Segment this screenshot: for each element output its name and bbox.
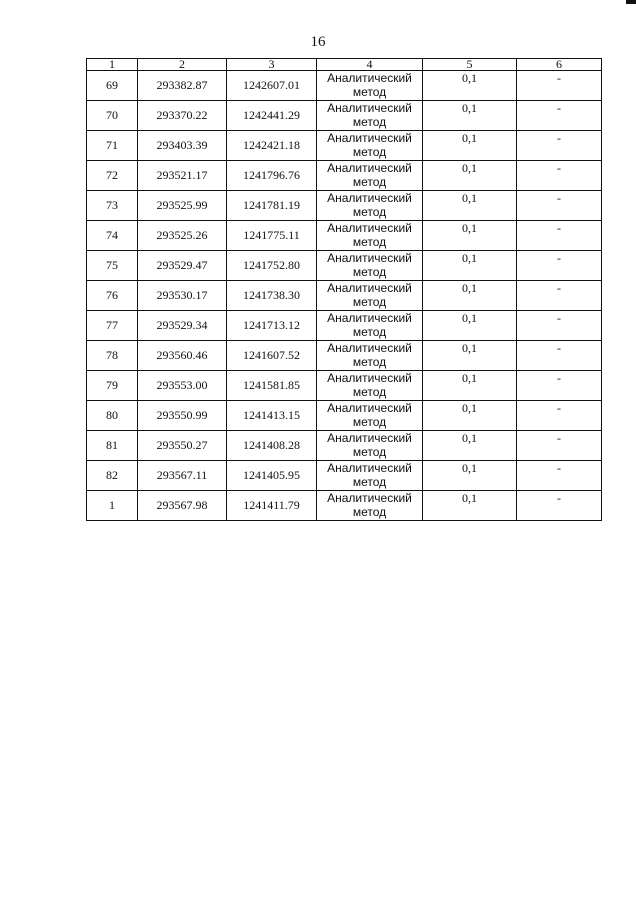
method-cell <box>317 341 423 371</box>
method-line-2: метод <box>352 295 387 309</box>
x-coordinate-cell: 293403.39 <box>138 131 227 161</box>
method-cell <box>317 101 423 131</box>
note-cell: - <box>517 491 602 521</box>
note-cell: - <box>517 371 602 401</box>
method-line-2: метод <box>352 175 387 189</box>
method-line-2: метод <box>352 415 387 429</box>
method-line-2: метод <box>352 145 387 159</box>
y-coordinate-cell: 1241752.80 <box>227 251 317 281</box>
x-coordinate-cell: 293370.22 <box>138 101 227 131</box>
x-coordinate-cell: 293529.34 <box>138 311 227 341</box>
accuracy-cell: 0,1 <box>423 311 517 341</box>
method-line-1: Аналитический <box>327 401 412 415</box>
y-coordinate-cell: 1241775.11 <box>227 221 317 251</box>
note-cell: - <box>517 131 602 161</box>
accuracy-cell: 0,1 <box>423 131 517 161</box>
table-row <box>87 191 602 221</box>
note-cell: - <box>517 341 602 371</box>
method-line-2: метод <box>352 475 387 489</box>
method-line-1: Аналитический <box>327 311 412 325</box>
y-coordinate-cell: 1241781.19 <box>227 191 317 221</box>
method-line-1: Аналитический <box>327 461 412 475</box>
method-line-2: метод <box>352 325 387 339</box>
point-number-cell: 1 <box>87 491 138 521</box>
y-coordinate-cell: 1241796.76 <box>227 161 317 191</box>
note-cell: - <box>517 71 602 101</box>
y-coordinate-cell: 1241738.30 <box>227 281 317 311</box>
accuracy-cell: 0,1 <box>423 71 517 101</box>
header-cell-2: 2 <box>138 59 227 71</box>
method-line-2: метод <box>352 85 387 99</box>
x-coordinate-cell: 293567.11 <box>138 461 227 491</box>
point-number-cell: 71 <box>87 131 138 161</box>
page-number: 16 <box>310 34 326 50</box>
header-cell-5: 5 <box>423 59 517 71</box>
method-cell <box>317 371 423 401</box>
point-number-cell: 77 <box>87 311 138 341</box>
point-number-cell: 82 <box>87 461 138 491</box>
note-cell: - <box>517 311 602 341</box>
table-row <box>87 101 602 131</box>
note-cell: - <box>517 401 602 431</box>
method-cell <box>317 311 423 341</box>
x-coordinate-cell: 293521.17 <box>138 161 227 191</box>
table-row <box>87 491 602 521</box>
y-coordinate-cell: 1241411.79 <box>227 491 317 521</box>
method-line-2: метод <box>352 265 387 279</box>
method-line-1: Аналитический <box>327 251 412 265</box>
accuracy-cell: 0,1 <box>423 431 517 461</box>
accuracy-cell: 0,1 <box>423 371 517 401</box>
method-line-2: метод <box>352 205 387 219</box>
table-row <box>87 251 602 281</box>
table-row <box>87 161 602 191</box>
table-row <box>87 131 602 161</box>
y-coordinate-cell: 1242441.29 <box>227 101 317 131</box>
accuracy-cell: 0,1 <box>423 191 517 221</box>
x-coordinate-cell: 293525.99 <box>138 191 227 221</box>
method-line-2: метод <box>352 505 387 519</box>
point-number-cell: 69 <box>87 71 138 101</box>
table-header <box>87 59 602 71</box>
x-coordinate-cell: 293553.00 <box>138 371 227 401</box>
method-cell <box>317 131 423 161</box>
header-cell-3: 3 <box>227 59 317 71</box>
method-cell <box>317 431 423 461</box>
method-line-1: Аналитический <box>327 191 412 205</box>
point-number-cell: 72 <box>87 161 138 191</box>
method-cell <box>317 281 423 311</box>
method-line-1: Аналитический <box>327 281 412 295</box>
accuracy-cell: 0,1 <box>423 401 517 431</box>
method-line-1: Аналитический <box>327 131 412 145</box>
accuracy-cell: 0,1 <box>423 101 517 131</box>
point-number-cell: 75 <box>87 251 138 281</box>
note-cell: - <box>517 281 602 311</box>
method-cell <box>317 161 423 191</box>
header-cell-1: 1 <box>87 59 138 71</box>
y-coordinate-cell: 1241713.12 <box>227 311 317 341</box>
table-row <box>87 311 602 341</box>
header-row <box>87 59 602 71</box>
x-coordinate-cell: 293530.17 <box>138 281 227 311</box>
x-coordinate-cell: 293550.99 <box>138 401 227 431</box>
method-line-2: метод <box>352 385 387 399</box>
point-number-cell: 74 <box>87 221 138 251</box>
method-line-1: Аналитический <box>327 161 412 175</box>
table-row <box>87 71 602 101</box>
note-cell: - <box>517 191 602 221</box>
method-line-2: метод <box>352 355 387 369</box>
accuracy-cell: 0,1 <box>423 491 517 521</box>
method-line-1: Аналитический <box>327 341 412 355</box>
point-number-cell: 73 <box>87 191 138 221</box>
point-number-cell: 81 <box>87 431 138 461</box>
method-cell <box>317 71 423 101</box>
header-cell-4: 4 <box>317 59 423 71</box>
note-cell: - <box>517 251 602 281</box>
x-coordinate-cell: 293382.87 <box>138 71 227 101</box>
accuracy-cell: 0,1 <box>423 461 517 491</box>
point-number-cell: 78 <box>87 341 138 371</box>
accuracy-cell: 0,1 <box>423 161 517 191</box>
method-line-1: Аналитический <box>327 371 412 385</box>
accuracy-cell: 0,1 <box>423 221 517 251</box>
table-row <box>87 461 602 491</box>
method-line-1: Аналитический <box>327 71 412 85</box>
method-line-1: Аналитический <box>327 431 412 445</box>
point-number-cell: 76 <box>87 281 138 311</box>
table-row <box>87 221 602 251</box>
method-cell <box>317 401 423 431</box>
coordinates-table <box>86 58 602 521</box>
point-number-cell: 79 <box>87 371 138 401</box>
x-coordinate-cell: 293550.27 <box>138 431 227 461</box>
y-coordinate-cell: 1241408.28 <box>227 431 317 461</box>
table-row <box>87 431 602 461</box>
method-cell <box>317 251 423 281</box>
point-number-cell: 80 <box>87 401 138 431</box>
y-coordinate-cell: 1241413.15 <box>227 401 317 431</box>
scan-corner-mark <box>626 0 636 4</box>
table-row <box>87 371 602 401</box>
note-cell: - <box>517 461 602 491</box>
method-line-1: Аналитический <box>327 221 412 235</box>
y-coordinate-cell: 1242421.18 <box>227 131 317 161</box>
note-cell: - <box>517 101 602 131</box>
method-line-2: метод <box>352 235 387 249</box>
accuracy-cell: 0,1 <box>423 251 517 281</box>
note-cell: - <box>517 431 602 461</box>
method-cell <box>317 461 423 491</box>
point-number-cell: 70 <box>87 101 138 131</box>
x-coordinate-cell: 293525.26 <box>138 221 227 251</box>
note-cell: - <box>517 221 602 251</box>
method-line-1: Аналитический <box>327 491 412 505</box>
table-row <box>87 281 602 311</box>
y-coordinate-cell: 1241607.52 <box>227 341 317 371</box>
note-cell: - <box>517 161 602 191</box>
accuracy-cell: 0,1 <box>423 341 517 371</box>
accuracy-cell: 0,1 <box>423 281 517 311</box>
method-cell <box>317 221 423 251</box>
method-line-2: метод <box>352 445 387 459</box>
y-coordinate-cell: 1242607.01 <box>227 71 317 101</box>
table-body <box>87 71 602 521</box>
table-row <box>87 401 602 431</box>
method-line-1: Аналитический <box>327 101 412 115</box>
y-coordinate-cell: 1241581.85 <box>227 371 317 401</box>
x-coordinate-cell: 293560.46 <box>138 341 227 371</box>
x-coordinate-cell: 293529.47 <box>138 251 227 281</box>
method-line-2: метод <box>352 115 387 129</box>
y-coordinate-cell: 1241405.95 <box>227 461 317 491</box>
method-cell <box>317 191 423 221</box>
x-coordinate-cell: 293567.98 <box>138 491 227 521</box>
method-cell <box>317 491 423 521</box>
table-row <box>87 341 602 371</box>
header-cell-6: 6 <box>517 59 602 71</box>
